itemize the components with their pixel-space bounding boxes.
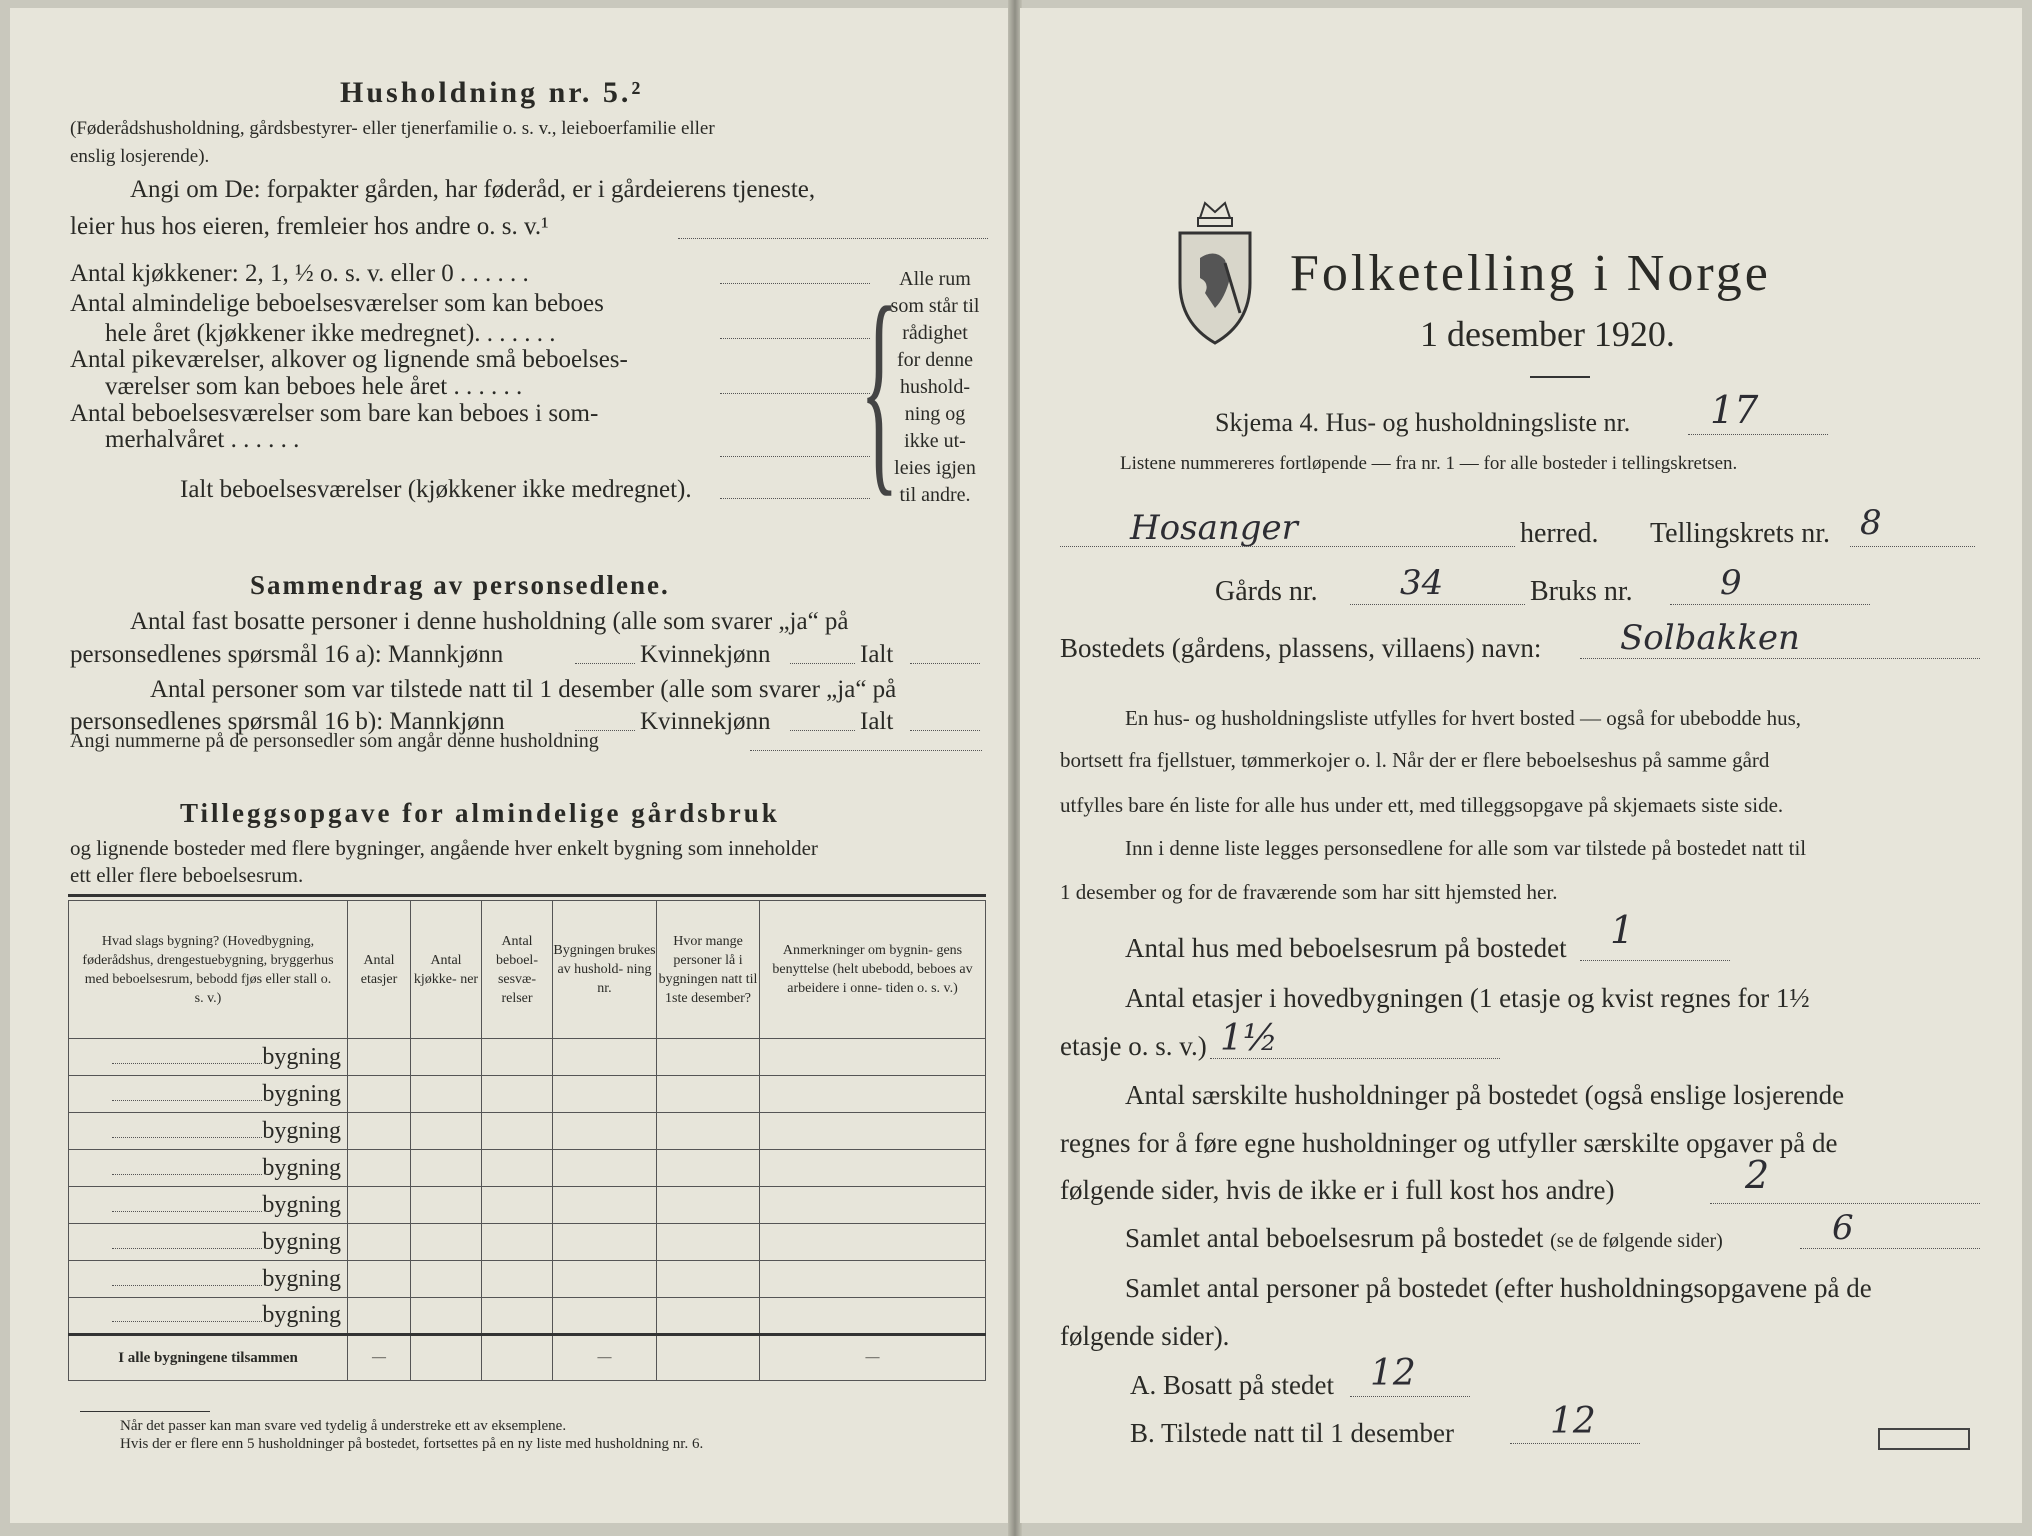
rooms-question-note: (se de følgende sider)	[1550, 1230, 1723, 1252]
summary-text: personsedlenes spørsmål 16 b): Mannkjønn	[70, 708, 505, 735]
angi-text: Angi om De: forpakter gården, har føderåd, er i gårdeierens tjeneste,	[130, 176, 816, 203]
rooms-ordinary-cont: hele året (kjøkkener ikke medregnet). . . . . . .	[105, 320, 556, 347]
ialt-label: Ialt	[860, 641, 894, 668]
rooms-question-text: Samlet antal beboelsesrum på bostedet	[1125, 1223, 1544, 1253]
row-label: bygning	[262, 1080, 341, 1107]
col-header-persons: Hvor mange personer lå i bygningen natt til 1ste desember?	[657, 901, 760, 1039]
instruction: 1 desember og for de fraværende som har sitt hjemsted her.	[1060, 880, 1558, 904]
supplement-title: Tilleggsopgave for almindelige gårdsbruk	[180, 798, 780, 828]
kvinne-line	[790, 663, 855, 664]
question-rooms	[1125, 1223, 1723, 1254]
question-households-cont: følgende sider, hvis de ikke er i full kost hos andre)	[1060, 1175, 1615, 1205]
brace-note-line: for denne	[896, 349, 974, 371]
summary-text: Antal personer som var tilstede natt til 1 desember (alle som svarer „ja“ på	[150, 676, 897, 703]
question-households-cont: regnes for å føre egne husholdninger og utfyller særskilte opgaver på de	[1060, 1128, 1838, 1158]
krets-label: Tellingskrets nr.	[1650, 518, 1831, 549]
row-label: bygning	[262, 1302, 341, 1328]
table-total-row	[69, 1335, 986, 1381]
instruction: bortsett fra fjellstuer, tømmerkojer o. l. Når der er flere beboelseshus på samme gård	[1060, 748, 1770, 772]
bruks-line	[1670, 604, 1870, 605]
table-row	[69, 1298, 986, 1335]
household-note-cont: enslig losjerende).	[70, 146, 210, 167]
question-present: B. Tilstede natt til 1 desember	[1130, 1418, 1454, 1448]
brace-note-line: ikke ut-	[904, 430, 966, 452]
question-floors-cont: etasje o. s. v.)	[1060, 1031, 1207, 1061]
table-row	[69, 1261, 986, 1298]
kvinne-label: Kvinnekjønn	[640, 641, 771, 668]
row-label: bygning	[262, 1265, 341, 1292]
rooms-answer-line-2	[720, 338, 870, 339]
ialt-line	[910, 663, 980, 664]
household-note: (Føderådshusholdning, gårdsbestyrer- eller tjenerfamilie o. s. v., leieboerfamilie eller	[70, 118, 715, 139]
table-top-rule	[68, 894, 986, 897]
herred-line	[1060, 546, 1515, 547]
question-households: Antal særskilte husholdninger på bostedet (også enslige losjerende	[1125, 1080, 1845, 1110]
rooms-kitchens: Antal kjøkkener: 2, 1, ½ o. s. v. eller 0 . . . . . .	[70, 260, 529, 287]
krets-line	[1850, 546, 1975, 547]
rooms-maid-cont: værelser som kan beboes hele året . . . . . .	[105, 373, 523, 400]
row-label: bygning	[262, 1191, 341, 1218]
table-row	[69, 1039, 986, 1076]
present-value: 12	[1550, 1401, 1596, 1442]
table-row	[69, 1076, 986, 1113]
angi-numbers: Angi nummerne på de personsedler som angår denne husholdning	[70, 730, 599, 752]
instruction: En hus- og husholdningsliste utfylles for hvert bosted — også for ubebodde hus,	[1125, 706, 1801, 730]
resident-line	[1350, 1396, 1470, 1397]
question-floors: Antal etasjer i hovedbygningen (1 etasje og kvist regnes for 1½	[1125, 983, 1810, 1013]
footnote: Når det passer kan man svare ved tydelig å understreke ett av eksemplene.	[120, 1418, 567, 1434]
brace-note-line: hushold-	[900, 376, 970, 398]
brace-note-line: som står til	[890, 295, 980, 317]
schema-number: 17	[1710, 388, 1759, 432]
rooms-total: Ialt beboelsesværelser (kjøkkener ikke medregnet).	[180, 476, 692, 503]
row-label: bygning	[262, 1117, 341, 1144]
rooms-line	[1800, 1248, 1980, 1249]
coat-of-arms-icon	[1170, 198, 1260, 348]
row-label: bygning	[262, 1043, 341, 1070]
question-resident: A. Bosatt på stedet	[1130, 1370, 1334, 1400]
houses-value: 1	[1610, 908, 1635, 952]
rooms-ordinary: Antal almindelige beboelsesværelser som kan beboes	[70, 290, 604, 317]
numbering-note: Listene nummereres fortløpende — fra nr. 1 — for alle bosteder i tellingskretsen.	[1120, 453, 1738, 474]
gards-label: Gårds nr.	[1215, 576, 1318, 607]
census-date: 1 desember 1920.	[1420, 314, 1675, 354]
herred-label: herred.	[1520, 518, 1599, 549]
rooms-maid: Antal pikeværelser, alkover og lignende små beboelses-	[70, 346, 628, 373]
floors-line	[1210, 1058, 1500, 1059]
question-persons: Samlet antal personer på bostedet (efter husholdningsopgavene på de	[1125, 1273, 1872, 1303]
col-header-floors: Antal etasjer	[348, 901, 411, 1039]
table-header-row	[69, 901, 986, 1039]
houses-line	[1580, 960, 1730, 961]
total-dash: —	[760, 1335, 986, 1381]
mann-line	[575, 663, 635, 664]
herred-value: Hosanger	[1130, 508, 1298, 548]
kvinne-label: Kvinnekjønn	[640, 708, 771, 735]
rooms-answer-line-3	[720, 393, 870, 394]
right-page	[1020, 8, 2022, 1523]
summary-title: Sammendrag av personsedlene.	[250, 570, 670, 600]
rooms-summer-cont: merhalvåret . . . . . .	[105, 426, 300, 453]
printer-stamp	[1878, 1428, 1970, 1450]
bruks-label: Bruks nr.	[1530, 576, 1633, 607]
total-dash: —	[553, 1335, 657, 1381]
summary-text: Antal fast bosatte personer i denne husholdning (alle som svarer „ja“ på	[130, 608, 849, 635]
brace-note-line: rådighet	[902, 322, 968, 344]
col-header-rooms: Antal beboel- sesvæ- relser	[482, 901, 553, 1039]
table-row	[69, 1224, 986, 1261]
brace-note	[880, 266, 990, 509]
brace-note-line: leies igjen	[894, 457, 976, 479]
col-header-kitchens: Antal kjøkke- ner	[411, 901, 482, 1039]
brace-note-line: Alle rum	[899, 268, 971, 290]
question-houses: Antal hus med beboelsesrum på bostedet	[1125, 933, 1567, 963]
table-row	[69, 1187, 986, 1224]
footnote: Hvis der er flere enn 5 husholdninger på bostedet, fortsettes på en ny liste med husholdning nr. 6.	[120, 1436, 704, 1452]
brace-note-line: til andre.	[899, 484, 971, 506]
question-persons-cont: følgende sider).	[1060, 1321, 1230, 1351]
floors-value: 1½	[1220, 1018, 1278, 1059]
gards-line	[1350, 604, 1525, 605]
table-row	[69, 1113, 986, 1150]
instruction: Inn i denne liste legges personsedlene for alle som var tilstede på bostedet natt til	[1125, 836, 1807, 860]
schema-line	[1688, 434, 1828, 435]
col-header-household: Bygningen brukes av hushold- ning nr.	[553, 901, 657, 1039]
brace-note-line: ning og	[904, 403, 966, 425]
total-dash: —	[348, 1335, 411, 1381]
rooms-summer: Antal beboelsesværelser som bare kan beboes i som-	[70, 400, 599, 427]
ialt-line	[910, 730, 980, 731]
total-row-label: I alle bygningene tilsammen	[69, 1335, 348, 1381]
footnote-rule	[80, 1411, 210, 1412]
table-row	[69, 1150, 986, 1187]
bruks-value: 9	[1720, 563, 1742, 603]
bosted-label: Bostedets (gårdens, plassens, villaens) navn:	[1060, 633, 1542, 663]
rooms-answer-line-5	[720, 498, 870, 499]
gards-value: 34	[1400, 563, 1444, 603]
households-line	[1710, 1203, 1980, 1204]
angi-text-cont: leier hus hos eieren, fremleier hos andre o. s. v.¹	[70, 213, 549, 240]
rooms-answer-line-4	[720, 456, 870, 457]
bosted-value: Solbakken	[1620, 618, 1800, 658]
brace-symbol: {	[860, 260, 899, 515]
kvinne-line	[790, 730, 855, 731]
krets-value: 8	[1860, 503, 1882, 543]
row-label: bygning	[262, 1154, 341, 1181]
col-header-remarks: Anmerkninger om bygnin- gens benyttelse (helt ubebodd, beboes av arbeidere i onne- tiden o. s. v.)	[760, 901, 986, 1039]
schema-label: Skjema 4. Hus- og husholdningsliste nr.	[1215, 408, 1631, 437]
supplement-text: og lignende bosteder med flere bygninger, angående hver enkelt bygning som inneholder	[70, 836, 818, 860]
angi-line	[678, 238, 988, 239]
title: Folketelling i Norge	[1290, 245, 1771, 302]
title-rule	[1530, 376, 1590, 378]
instruction: utfylles bare én liste for alle hus under ett, med tilleggsopgave på skjemaets siste side.	[1060, 793, 1784, 817]
angi-numbers-line	[750, 750, 982, 751]
bosted-line	[1580, 658, 1980, 659]
supplement-text-cont: ett eller flere beboelsesrum.	[70, 863, 304, 887]
rooms-value: 6	[1832, 1208, 1854, 1248]
household-title: Husholdning nr. 5.²	[340, 76, 644, 109]
row-label: bygning	[262, 1228, 341, 1255]
rooms-answer-line-1	[720, 283, 870, 284]
left-page	[10, 8, 1010, 1523]
present-line	[1510, 1443, 1640, 1444]
summary-text: personsedlenes spørsmål 16 a): Mannkjønn	[70, 641, 504, 668]
buildings-table	[68, 900, 986, 1381]
col-header-building: Hvad slags bygning? (Hovedbygning, føderådshus, drengestuebygning, bryggerhus med beboelsesrum, bebodd fjøs eller stall o. s. v.)	[69, 901, 348, 1039]
ialt-label: Ialt	[860, 708, 894, 735]
resident-value: 12	[1370, 1353, 1416, 1394]
households-value: 2	[1745, 1153, 1770, 1197]
